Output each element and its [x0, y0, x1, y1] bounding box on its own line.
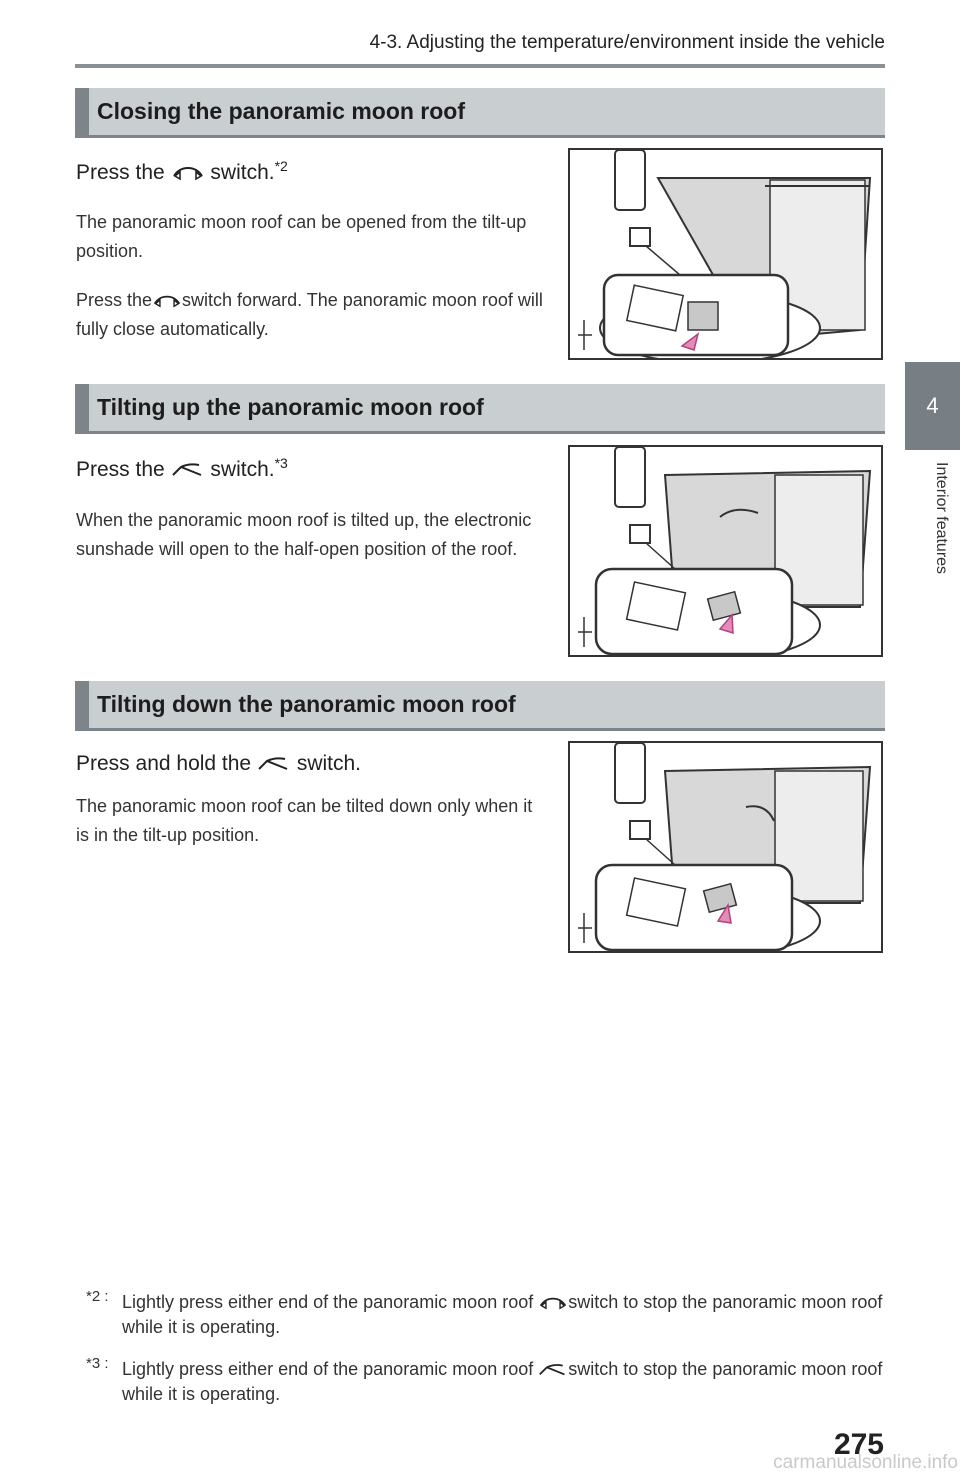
chapter-tab [905, 362, 960, 450]
closing-illustration [568, 148, 883, 360]
roof-close-icon [538, 1295, 568, 1311]
chapter-number: 4 [926, 393, 939, 418]
chapter-label: Interior features [933, 462, 950, 575]
tilt-down-illustration [568, 741, 883, 953]
roof-close-icon [152, 293, 182, 309]
section-heading-tilt-down: Tilting down the panoramic moon roof [75, 681, 885, 731]
section-heading-closing: Closing the panoramic moon roof [75, 88, 885, 138]
header-title: 4-3. Adjusting the temperature/environment inside the vehicle [369, 32, 885, 53]
tilt-up-para: When the panoramic moon roof is tilted up, the electronic sunshade will open to the half-open position of the roof. [76, 510, 532, 559]
tilt-up-illustration [568, 445, 883, 657]
tilt-down-lead: Press and hold the switch. [76, 752, 361, 775]
footnote-2: *2 : Lightly press either end of the panoramic moon roof switch to stop the panoramic moon roof while it is operating. [86, 1288, 883, 1337]
tilt-up-lead: Press the switch.$^{*3}$ [76, 455, 288, 481]
page-number: 275 [833, 1428, 884, 1461]
closing-para-1: The panoramic moon roof can be opened from the tilt-up position. [76, 212, 527, 261]
roof-close-icon [171, 164, 205, 182]
closing-para-2: Press the switch forward. The panoramic moon roof will fully close automatically. [76, 290, 543, 339]
watermark-text: carmanualsonline.info [773, 1452, 958, 1473]
roof-tilt-icon [257, 755, 291, 773]
section-heading-tilt-up: Tilting up the panoramic moon roof [75, 384, 885, 434]
roof-tilt-icon [538, 1362, 568, 1378]
closing-lead: Press the switch.$^{*2}$ [76, 158, 288, 184]
roof-tilt-icon [171, 461, 205, 479]
page-header [75, 28, 885, 68]
footnote-3: *3 : Lightly press either end of the panoramic moon roof switch to stop the panoramic moon roof while it is operating. [86, 1355, 883, 1404]
tilt-down-para: The panoramic moon roof can be tilted down only when it is in the tilt-up position. [76, 796, 533, 845]
